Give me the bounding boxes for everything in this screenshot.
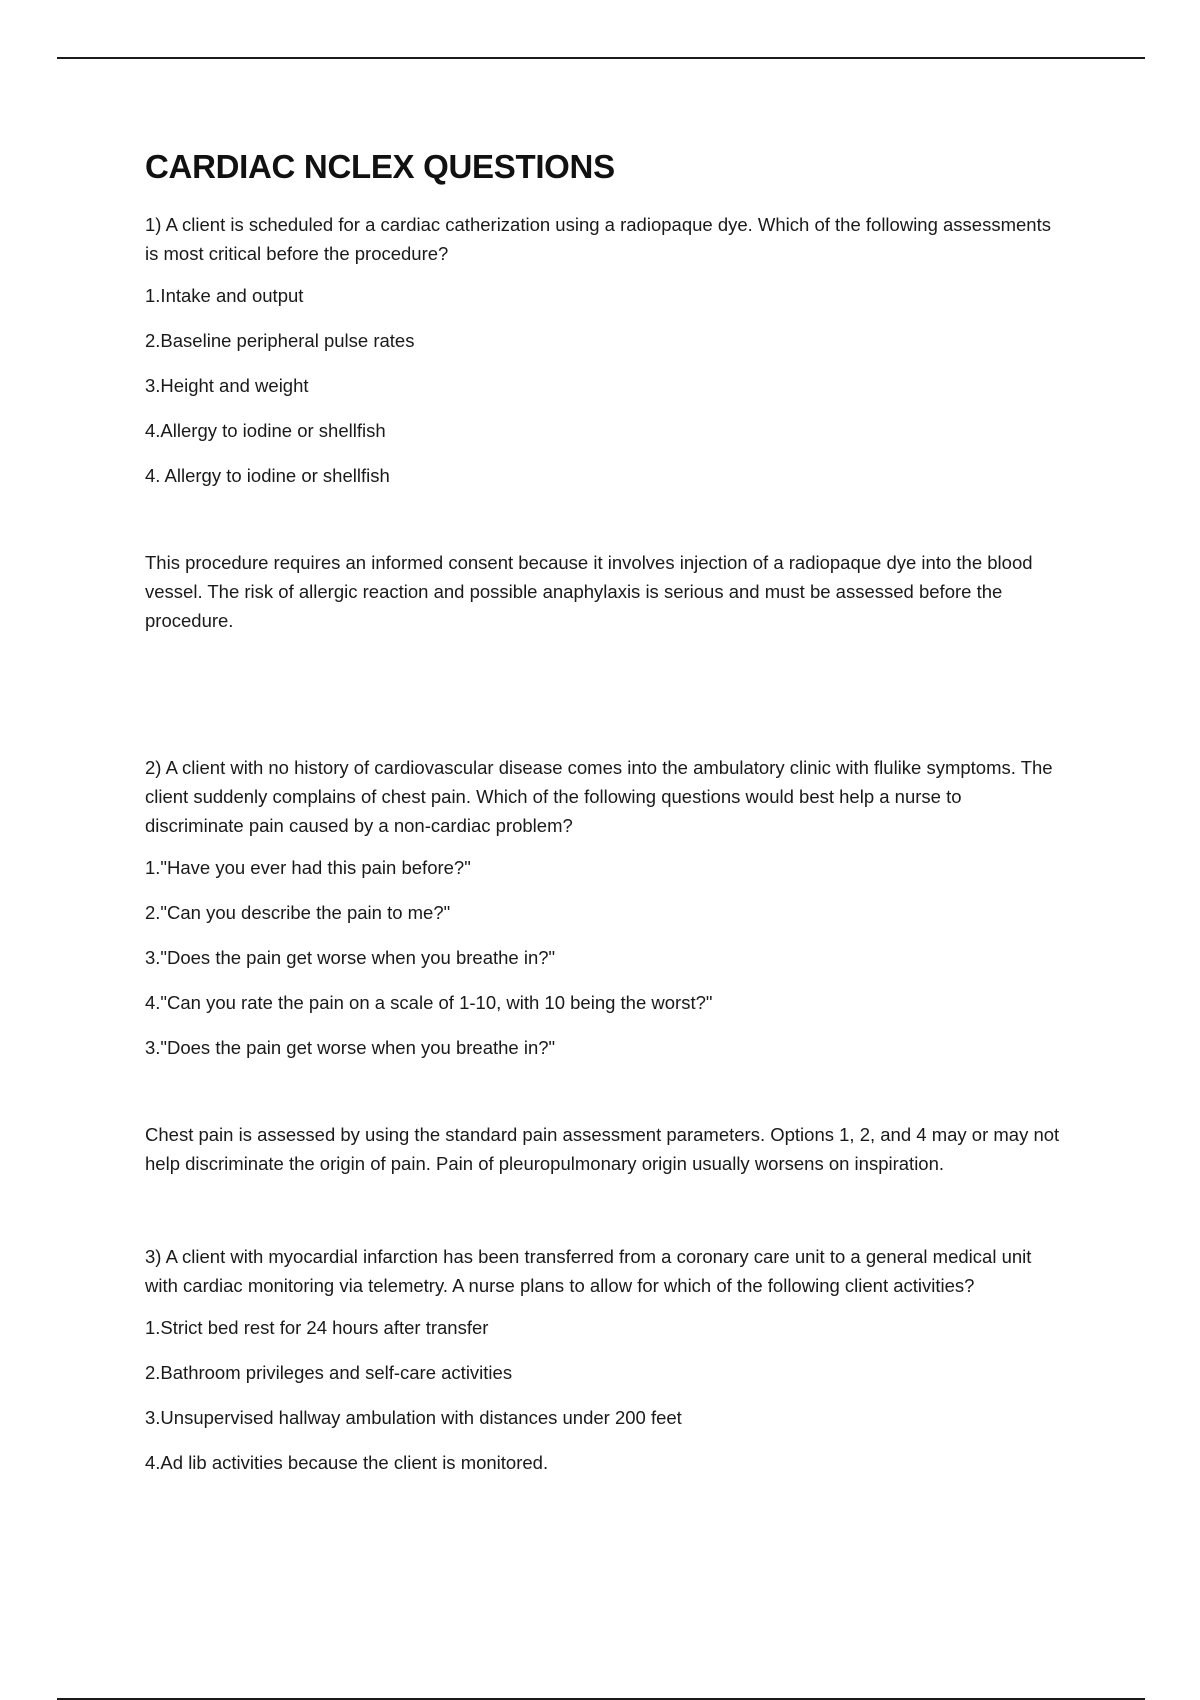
option-1: 1.Strict bed rest for 24 hours after transfer <box>145 1317 489 1338</box>
option-2: 2."Can you describe the pain to me?" <box>145 902 451 923</box>
question-text: 3) A client with myocardial infarction has been transferred from a coronary care unit to a general medical unit with cardiac monitoring via telemetry. A nurse plans to allow for which of the following client activities? <box>145 1246 1032 1296</box>
document-body <box>145 148 1060 1493</box>
page-title: CARDIAC NCLEX QUESTIONS <box>145 148 615 185</box>
option-2: 2.Bathroom privileges and self-care activities <box>145 1362 513 1383</box>
question-block-1 <box>145 210 1060 635</box>
question-block-3 <box>145 1242 1060 1477</box>
rationale: Chest pain is assessed by using the standard pain assessment parameters. Options 1, 2, and 4 may or may not help discriminate the origin of pain. Pain of pleuropulmonary origin usually worsens on inspiration. <box>145 1124 1060 1174</box>
option-4: 4."Can you rate the pain on a scale of 1-10, with 10 being the worst?" <box>145 992 713 1013</box>
question-block-2 <box>145 753 1060 1178</box>
question-text: 2) A client with no history of cardiovascular disease comes into the ambulatory clinic with flulike symptoms. The client suddenly complains of chest pain. Which of the following questions would best help a nurse to discriminate pain caused by a non-cardiac problem? <box>145 757 1053 836</box>
correct-answer: 4. Allergy to iodine or shellfish <box>145 465 390 486</box>
option-2: 2.Baseline peripheral pulse rates <box>145 330 415 351</box>
correct-answer: 3."Does the pain get worse when you breathe in?" <box>145 1037 556 1058</box>
option-1: 1.Intake and output <box>145 285 304 306</box>
question-text: 1) A client is scheduled for a cardiac catherization using a radiopaque dye. Which of the following assessments is most critical before the procedure? <box>145 214 1051 264</box>
top-rule <box>57 57 1145 59</box>
option-3: 3.Unsupervised hallway ambulation with distances under 200 feet <box>145 1407 682 1428</box>
option-4: 4.Ad lib activities because the client is monitored. <box>145 1452 549 1473</box>
option-3: 3.Height and weight <box>145 375 309 396</box>
rationale: This procedure requires an informed consent because it involves injection of a radiopaque dye into the blood vessel. The risk of allergic reaction and possible anaphylaxis is serious and must be assessed before the procedure. <box>145 552 1033 631</box>
option-1: 1."Have you ever had this pain before?" <box>145 857 471 878</box>
option-3: 3."Does the pain get worse when you breathe in?" <box>145 947 556 968</box>
option-4: 4.Allergy to iodine or shellfish <box>145 420 386 441</box>
